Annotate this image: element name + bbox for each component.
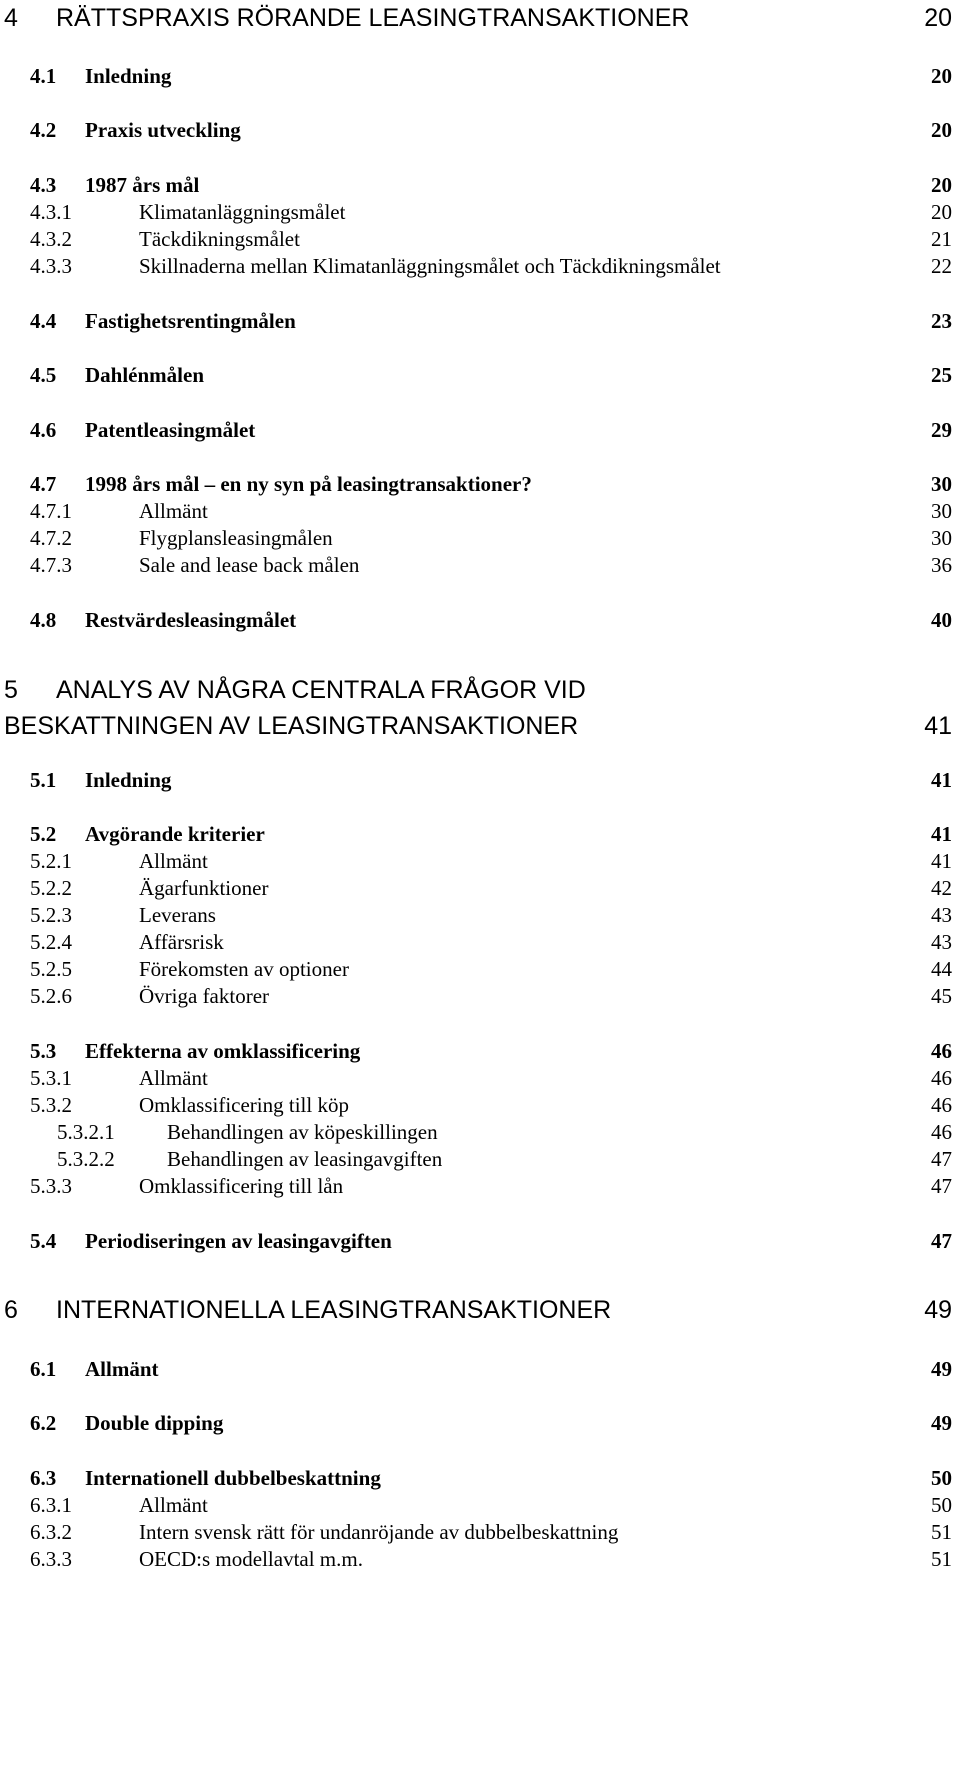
toc-entry-title: Allmänt: [139, 499, 208, 523]
toc-chapter-number: 6: [4, 1296, 18, 1324]
toc-page-number: 49: [931, 1357, 952, 1381]
toc-entry-number: 4.3.3: [30, 254, 72, 278]
toc-page-number: 20: [931, 200, 952, 224]
toc-page-number: 47: [931, 1147, 952, 1171]
toc-page-number: 50: [931, 1466, 952, 1490]
toc-entry-number: 6.1: [30, 1357, 57, 1381]
toc-page-number: 21: [931, 227, 952, 251]
toc-page-number: 46: [931, 1039, 952, 1063]
toc-page-number: 30: [931, 526, 952, 550]
toc-entry-number: 5.3.3: [30, 1174, 72, 1198]
toc-chapter-title: RÄTTSPRAXIS RÖRANDE LEASINGTRANSAKTIONER: [56, 4, 690, 32]
toc-page-number: 50: [931, 1493, 952, 1517]
toc-entry-number: 6.3.2: [30, 1520, 72, 1544]
toc-page-number: 22: [931, 254, 952, 278]
toc-page-number: 41: [931, 849, 952, 873]
toc-page-number: 51: [931, 1520, 952, 1544]
toc-page-number: 49: [931, 1411, 952, 1435]
toc-chapter-number: 4: [4, 4, 18, 32]
toc-page-number: 29: [931, 418, 952, 442]
toc-entry-number: 4.3: [30, 173, 57, 197]
toc-chapter-title: INTERNATIONELLA LEASINGTRANSAKTIONER: [56, 1296, 612, 1324]
toc-entry-number: 6.2: [30, 1411, 57, 1435]
toc-entry-title: Patentleasingmålet: [85, 418, 256, 442]
toc-page-number: 40: [931, 608, 952, 632]
toc-entry-title: Omklassificering till köp: [139, 1093, 349, 1117]
toc-page-number: 46: [931, 1093, 952, 1117]
toc-entry-number: 5.2.3: [30, 903, 72, 927]
toc-page-number: 20: [924, 4, 952, 32]
toc-entry-title: Allmänt: [139, 849, 208, 873]
toc-page-number: 41: [924, 712, 952, 740]
toc-entry-title: Avgörande kriterier: [85, 822, 265, 846]
toc-page-number: 42: [931, 876, 952, 900]
toc-page-number: 41: [931, 822, 952, 846]
toc-entry-number: 5.3: [30, 1039, 57, 1063]
toc-page-number: 20: [931, 173, 952, 197]
toc-entry-number: 6.3.3: [30, 1547, 72, 1571]
toc-entry-title: Effekterna av omklassificering: [85, 1039, 361, 1063]
toc-entry-number: 4.7.2: [30, 526, 72, 550]
toc-entry-number: 4.4: [30, 309, 57, 333]
toc-entry-title: Periodiseringen av leasingavgiften: [85, 1229, 392, 1253]
toc-entry-number: 4.3.2: [30, 227, 72, 251]
toc-chapter-5[interactable]: [0, 676, 960, 748]
toc-page-number: 30: [931, 499, 952, 523]
toc-entry-title: Leverans: [139, 903, 216, 927]
toc-page-number: 44: [931, 957, 952, 981]
toc-page-number: 41: [931, 768, 952, 792]
toc-entry-number: 5.2.1: [30, 849, 72, 873]
toc-chapter-title-line-1: [4, 676, 586, 705]
toc-entry-title: Omklassificering till lån: [139, 1174, 344, 1198]
toc-entry-number: 5.3.2.1: [57, 1120, 115, 1144]
toc-page-number: 20: [931, 64, 952, 88]
toc-entry-number: 4.2: [30, 118, 57, 142]
toc-page-number: 30: [931, 472, 952, 496]
toc-page-number: 47: [931, 1229, 952, 1253]
toc-entry-title: Allmänt: [139, 1066, 208, 1090]
toc-entry-number: 6.3: [30, 1466, 57, 1490]
toc-entry-title: Inledning: [85, 64, 172, 88]
toc-entry-title: Allmänt: [85, 1357, 159, 1381]
toc-entry-title: Inledning: [85, 768, 172, 792]
toc-page-number: 43: [931, 903, 952, 927]
toc-entry-number: 5.2.5: [30, 957, 72, 981]
toc-entry-title: Övriga faktorer: [139, 984, 270, 1008]
toc-page-number: 25: [931, 363, 952, 387]
toc-entry-number: 5.2.2: [30, 876, 72, 900]
toc-entry-number: 4.6: [30, 418, 57, 442]
toc-entry-number: 5.3.2: [30, 1093, 72, 1117]
toc-page-number: 23: [931, 309, 952, 333]
toc-entry-number: 6.3.1: [30, 1493, 72, 1517]
toc-page-number: 51: [931, 1547, 952, 1571]
toc-entry-title: OECD:s modellavtal m.m.: [139, 1547, 363, 1571]
toc-entry-title: Ägarfunktioner: [139, 876, 269, 900]
toc-page-number: 43: [931, 930, 952, 954]
toc-entry-number: 5.2.6: [30, 984, 72, 1008]
toc-entry-title: Intern svensk rätt för undanröjande av dubbelbeskattning: [139, 1520, 619, 1544]
toc-chapter-number: 5: [4, 676, 18, 704]
toc-page-number: 47: [931, 1174, 952, 1198]
toc-page-number: 49: [924, 1296, 952, 1324]
toc-entry-number: 5.2: [30, 822, 57, 846]
toc-entry-title: Förekomsten av optioner: [139, 957, 349, 981]
toc-entry-number: 5.2.4: [30, 930, 72, 954]
toc-entry-title: Flygplansleasingmålen: [139, 526, 333, 550]
toc-entry-number: 4.8: [30, 608, 57, 632]
toc-entry-number: 4.7.3: [30, 553, 72, 577]
toc-chapter-title-line-2: BESKATTNINGEN AV LEASINGTRANSAKTIONER: [4, 712, 579, 740]
toc-entry-title: Affärsrisk: [139, 930, 224, 954]
toc-entry-title: Fastighetsrentingmålen: [85, 309, 296, 333]
toc-entry-title: Praxis utveckling: [85, 118, 241, 142]
toc-entry-number: 4.7: [30, 472, 57, 496]
toc-entry-title: Täckdikningsmålet: [139, 227, 300, 251]
toc-page-number: 46: [931, 1066, 952, 1090]
toc-page-number: 36: [931, 553, 952, 577]
toc-entry-number: 5.3.2.2: [57, 1147, 115, 1171]
toc-entry-title: Dahlénmålen: [85, 363, 205, 387]
toc-entry-title: Allmänt: [139, 1493, 208, 1517]
toc-entry-number: 4.7.1: [30, 499, 72, 523]
toc-entry-number: 5.4: [30, 1229, 57, 1253]
toc-entry-title: Behandlingen av leasingavgiften: [167, 1147, 443, 1171]
toc-chapter-title: ANALYS AV NÅGRA CENTRALA FRÅGOR VID: [56, 676, 586, 704]
toc-page-number: 20: [931, 118, 952, 142]
toc-entry-title: Behandlingen av köpeskillingen: [167, 1120, 438, 1144]
toc-entry-title: 1987 års mål: [85, 173, 200, 197]
toc-entry-title: Sale and lease back målen: [139, 553, 360, 577]
toc-entry-number: 4.5: [30, 363, 57, 387]
toc-entry-number: 5.1: [30, 768, 57, 792]
toc-entry-title: Skillnaderna mellan Klimatanläggningsmålet och Täckdikningsmålet: [139, 254, 721, 278]
toc-page-number: 46: [931, 1120, 952, 1144]
toc-entry-title: Double dipping: [85, 1411, 224, 1435]
toc-entry-number: 4.1: [30, 64, 57, 88]
toc-entry-number: 5.3.1: [30, 1066, 72, 1090]
toc-entry-title: 1998 års mål – en ny syn på leasingtransaktioner?: [85, 472, 532, 496]
toc-entry-title: Internationell dubbelbeskattning: [85, 1466, 381, 1490]
toc-page-number: 45: [931, 984, 952, 1008]
toc-entry-number: 4.3.1: [30, 200, 72, 224]
toc-entry-title: Klimatanläggningsmålet: [139, 200, 346, 224]
toc-entry-title: Restvärdesleasingmålet: [85, 608, 297, 632]
